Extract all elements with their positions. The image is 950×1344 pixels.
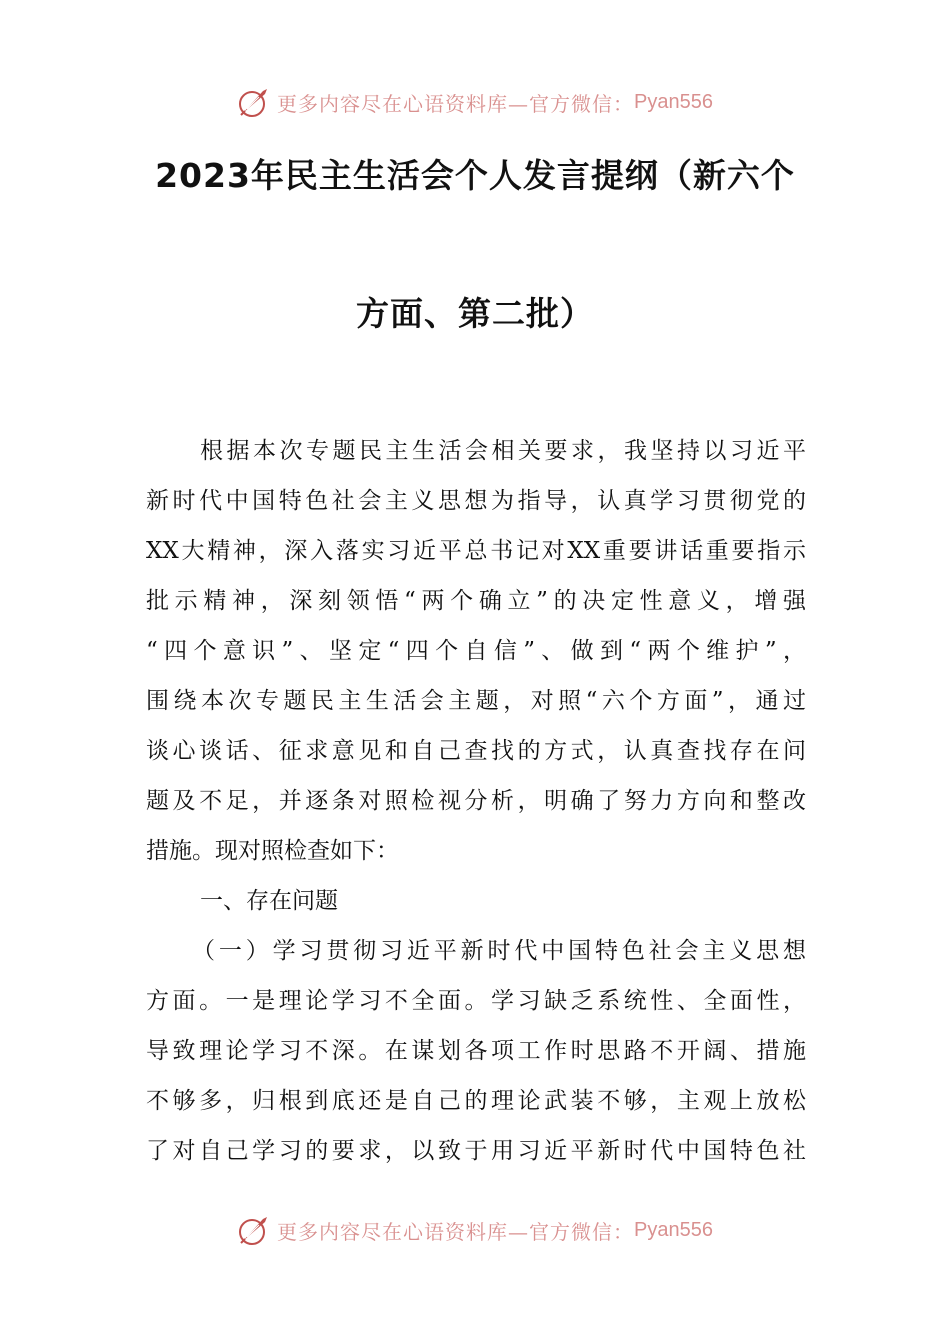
section1-line: 方面。一是理论学习不全面。学习缺乏系统性、全面性， [146,988,806,1014]
section-heading: 一、存在问题 [200,888,338,914]
intro-line: 谈心谈话、征求意见和自己查找的方式，认真查找存在问 [146,738,806,764]
section1-line: 导致理论学习不深。在谋划各项工作时思路不开阔、措施 [146,1038,806,1064]
intro-line: 批示精神，深刻领悟“两个确立”的决定性意义，增强 [146,588,806,614]
section1-line: 不够多，归根到底还是自己的理论武装不够，主观上放松 [146,1088,806,1114]
watermark-wechat-id: Pyan556 [634,90,713,113]
watermark-text: 更多内容尽在心语资料库—官方微信： [277,1219,635,1244]
section1-line: 了对自己学习的要求，以致于用习近平新时代中国特色社 [146,1138,806,1164]
intro-line: 措施。现对照检查如下： [146,838,399,864]
watermark-header [0,82,950,122]
intro-line: XX大精神，深入落实习近平总书记对XX重要讲话重要指示 [146,538,806,564]
document-body [146,426,806,1176]
watermark-footer [0,1210,950,1250]
intro-line: 题及不足，并逐条对照检视分析，明确了努力方向和整改 [146,788,806,814]
document-title-line-2: 方面、第二批） [356,294,594,333]
intro-line: 根据本次专题民主生活会相关要求，我坚持以习近平 [200,438,806,464]
document-title-line-1: 2023年民主生活会个人发言提纲（新六个 [155,156,795,195]
watermark-text: 更多内容尽在心语资料库—官方微信： [277,91,635,116]
watermark-wechat-id: Pyan556 [634,1218,713,1241]
quill-logo-icon [237,85,271,119]
quill-logo-icon [237,1213,271,1247]
intro-line: 围绕本次专题民主生活会主题，对照“六个方面”，通过 [146,688,806,714]
intro-line: “四个意识”、坚定“四个自信”、做到“两个维护”， [146,638,806,664]
intro-line: 新时代中国特色社会主义思想为指导，认真学习贯彻党的 [146,488,806,514]
section1-line: （一）学习贯彻习近平新时代中国特色社会主义思想 [192,938,806,964]
